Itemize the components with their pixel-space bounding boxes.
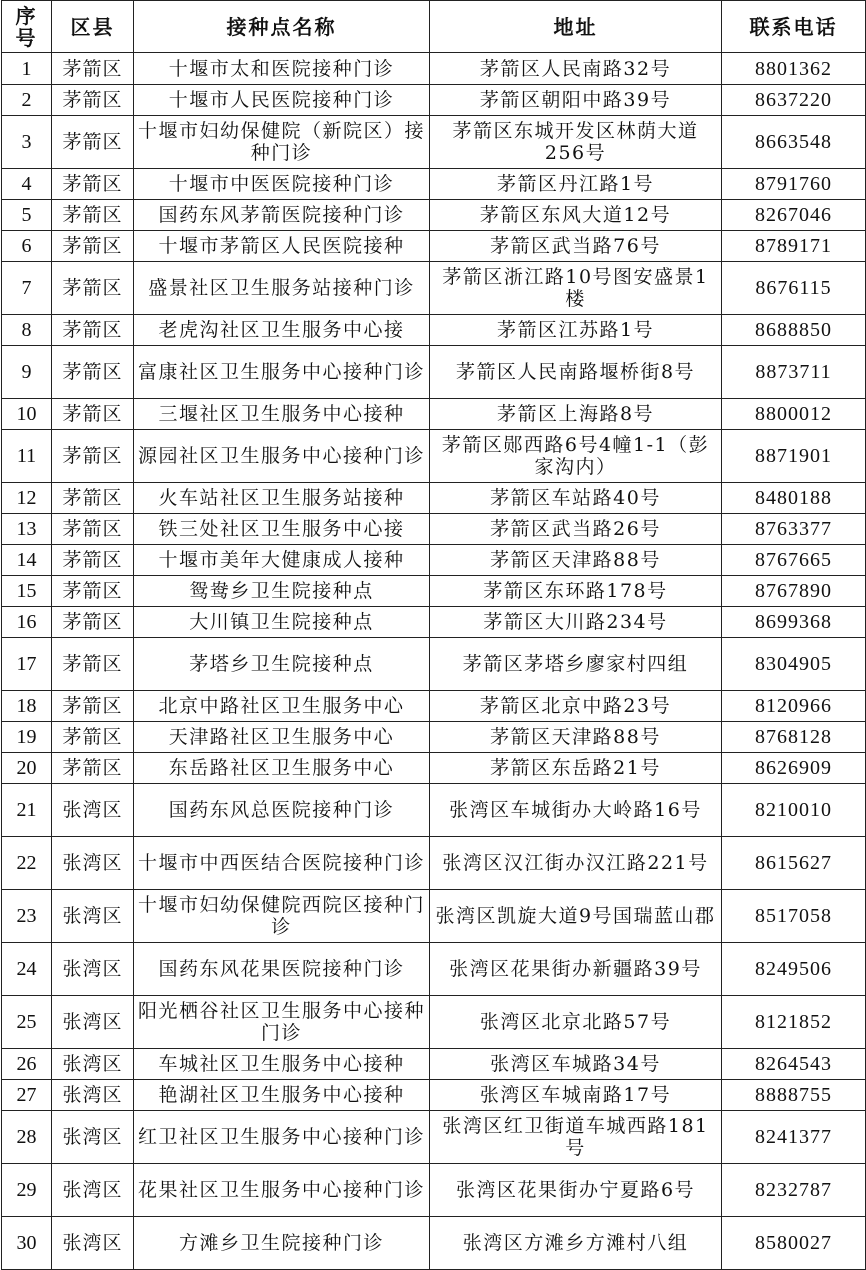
row-address: 张湾区红卫街道车城西路181号: [430, 1111, 722, 1164]
table-row: [2, 483, 866, 514]
row-site-name: 源园社区卫生服务中心接种门诊: [134, 430, 430, 483]
row-district: 茅箭区: [52, 85, 134, 116]
row-no: 16: [2, 607, 52, 638]
row-site-name: 红卫社区卫生服务中心接种门诊: [134, 1111, 430, 1164]
row-site-name: 车城社区卫生服务中心接种: [134, 1049, 430, 1080]
table-row: [2, 53, 866, 85]
row-site-name: 十堰市妇幼保健院（新院区）接种门诊: [134, 116, 430, 169]
row-site-name: 东岳路社区卫生服务中心: [134, 753, 430, 784]
row-address: 茅箭区天津路88号: [430, 722, 722, 753]
row-phone: 8121852: [722, 996, 866, 1049]
row-address: 茅箭区朝阳中路39号: [430, 85, 722, 116]
row-site-name: 十堰市茅箭区人民医院接种: [134, 231, 430, 262]
row-no: 13: [2, 514, 52, 545]
row-district: 张湾区: [52, 784, 134, 837]
row-address: 茅箭区东风大道12号: [430, 200, 722, 231]
row-no: 29: [2, 1164, 52, 1217]
row-district: 茅箭区: [52, 545, 134, 576]
row-phone: 8676115: [722, 262, 866, 315]
row-site-name: 盛景社区卫生服务站接种门诊: [134, 262, 430, 315]
row-no: 5: [2, 200, 52, 231]
table-row: [2, 890, 866, 943]
table-row: [2, 231, 866, 262]
header-no-line-1: 序: [15, 3, 38, 28]
row-no: 9: [2, 346, 52, 399]
row-no: 25: [2, 996, 52, 1049]
row-address: 茅箭区上海路8号: [430, 399, 722, 430]
row-address: 张湾区凯旋大道9号国瑞蓝山郡: [430, 890, 722, 943]
row-no: 17: [2, 638, 52, 691]
vaccination-sites-table: [1, 0, 866, 1270]
row-phone: 8615627: [722, 837, 866, 890]
row-phone: 8663548: [722, 116, 866, 169]
row-phone: 8480188: [722, 483, 866, 514]
row-phone: 8267046: [722, 200, 866, 231]
row-address: 张湾区方滩乡方滩村八组: [430, 1217, 722, 1270]
row-district: 张湾区: [52, 837, 134, 890]
row-no: 12: [2, 483, 52, 514]
table-row: [2, 85, 866, 116]
row-district: 张湾区: [52, 1217, 134, 1270]
table-row: [2, 1111, 866, 1164]
row-site-name: 茅塔乡卫生院接种点: [134, 638, 430, 691]
header-no: [2, 1, 52, 53]
row-address: 张湾区车城南路17号: [430, 1080, 722, 1111]
table-row: [2, 753, 866, 784]
row-phone: 8767665: [722, 545, 866, 576]
row-district: 茅箭区: [52, 483, 134, 514]
row-district: 张湾区: [52, 943, 134, 996]
row-no: 19: [2, 722, 52, 753]
row-address: 茅箭区武当路26号: [430, 514, 722, 545]
row-site-name: 艳湖社区卫生服务中心接种: [134, 1080, 430, 1111]
row-address: 茅箭区东城开发区林荫大道256号: [430, 116, 722, 169]
row-phone: 8517058: [722, 890, 866, 943]
row-no: 4: [2, 169, 52, 200]
row-address: 茅箭区人民南路32号: [430, 53, 722, 85]
row-phone: 8264543: [722, 1049, 866, 1080]
row-no: 3: [2, 116, 52, 169]
row-site-name: 十堰市中医医院接种门诊: [134, 169, 430, 200]
table-row: [2, 200, 866, 231]
table-row: [2, 116, 866, 169]
table-row: [2, 1049, 866, 1080]
row-no: 7: [2, 262, 52, 315]
row-site-name: 大川镇卫生院接种点: [134, 607, 430, 638]
row-no: 21: [2, 784, 52, 837]
row-site-name: 方滩乡卫生院接种门诊: [134, 1217, 430, 1270]
row-phone: 8637220: [722, 85, 866, 116]
row-address: 茅箭区人民南路堰桥街8号: [430, 346, 722, 399]
table-row: [2, 1217, 866, 1270]
row-district: 茅箭区: [52, 691, 134, 722]
row-address: 茅箭区东环路178号: [430, 576, 722, 607]
row-phone: 8249506: [722, 943, 866, 996]
row-district: 茅箭区: [52, 576, 134, 607]
table-row: [2, 691, 866, 722]
row-site-name: 阳光栖谷社区卫生服务中心接种门诊: [134, 996, 430, 1049]
row-address: 茅箭区茅塔乡廖家村四组: [430, 638, 722, 691]
row-no: 10: [2, 399, 52, 430]
row-no: 20: [2, 753, 52, 784]
row-address: 茅箭区郧西路6号4幢1-1（彭家沟内）: [430, 430, 722, 483]
table-row: [2, 399, 866, 430]
table-row: [2, 722, 866, 753]
table-row: [2, 169, 866, 200]
row-phone: 8873711: [722, 346, 866, 399]
row-no: 14: [2, 545, 52, 576]
row-phone: 8120966: [722, 691, 866, 722]
row-site-name: 富康社区卫生服务中心接种门诊: [134, 346, 430, 399]
row-site-name: 三堰社区卫生服务中心接种: [134, 399, 430, 430]
table-row: [2, 1164, 866, 1217]
row-phone: 8626909: [722, 753, 866, 784]
row-no: 23: [2, 890, 52, 943]
row-address: 茅箭区车站路40号: [430, 483, 722, 514]
row-address: 张湾区北京北路57号: [430, 996, 722, 1049]
row-district: 张湾区: [52, 890, 134, 943]
row-address: 茅箭区丹江路1号: [430, 169, 722, 200]
row-no: 18: [2, 691, 52, 722]
row-site-name: 国药东风花果医院接种门诊: [134, 943, 430, 996]
table-row: [2, 784, 866, 837]
row-no: 24: [2, 943, 52, 996]
row-district: 茅箭区: [52, 430, 134, 483]
row-district: 茅箭区: [52, 262, 134, 315]
row-address: 张湾区花果街办宁夏路6号: [430, 1164, 722, 1217]
row-address: 茅箭区天津路88号: [430, 545, 722, 576]
row-district: 张湾区: [52, 1049, 134, 1080]
row-district: 茅箭区: [52, 231, 134, 262]
row-site-name: 十堰市妇幼保健院西院区接种门诊: [134, 890, 430, 943]
row-site-name: 国药东风总医院接种门诊: [134, 784, 430, 837]
table-row: [2, 262, 866, 315]
row-phone: 8699368: [722, 607, 866, 638]
row-phone: 8688850: [722, 315, 866, 346]
row-site-name: 花果社区卫生服务中心接种门诊: [134, 1164, 430, 1217]
row-phone: 8241377: [722, 1111, 866, 1164]
row-address: 张湾区花果街办新疆路39号: [430, 943, 722, 996]
table-row: [2, 346, 866, 399]
row-district: 茅箭区: [52, 169, 134, 200]
row-phone: 8210010: [722, 784, 866, 837]
row-site-name: 鸳鸯乡卫生院接种点: [134, 576, 430, 607]
row-address: 茅箭区江苏路1号: [430, 315, 722, 346]
row-no: 27: [2, 1080, 52, 1111]
row-site-name: 火车站社区卫生服务站接种: [134, 483, 430, 514]
header-no-line-2: 号: [15, 25, 38, 50]
row-district: 茅箭区: [52, 514, 134, 545]
row-phone: 8871901: [722, 430, 866, 483]
table-row: [2, 638, 866, 691]
row-district: 茅箭区: [52, 53, 134, 85]
row-district: 张湾区: [52, 1111, 134, 1164]
row-no: 22: [2, 837, 52, 890]
header-district: 区县: [52, 1, 134, 53]
row-no: 8: [2, 315, 52, 346]
row-district: 茅箭区: [52, 346, 134, 399]
table-row: [2, 430, 866, 483]
row-address: 茅箭区武当路76号: [430, 231, 722, 262]
table-row: [2, 607, 866, 638]
row-district: 茅箭区: [52, 399, 134, 430]
row-district: 张湾区: [52, 1080, 134, 1111]
row-site-name: 北京中路社区卫生服务中心: [134, 691, 430, 722]
row-phone: 8789171: [722, 231, 866, 262]
row-address: 茅箭区东岳路21号: [430, 753, 722, 784]
row-no: 11: [2, 430, 52, 483]
row-district: 茅箭区: [52, 753, 134, 784]
row-address: 张湾区车城街办大岭路16号: [430, 784, 722, 837]
table-row: [2, 576, 866, 607]
row-phone: 8304905: [722, 638, 866, 691]
table-row: [2, 514, 866, 545]
row-address: 茅箭区北京中路23号: [430, 691, 722, 722]
row-address: 张湾区汉江街办汉江路221号: [430, 837, 722, 890]
row-district: 茅箭区: [52, 116, 134, 169]
row-address: 茅箭区大川路234号: [430, 607, 722, 638]
row-no: 30: [2, 1217, 52, 1270]
row-site-name: 天津路社区卫生服务中心: [134, 722, 430, 753]
row-no: 6: [2, 231, 52, 262]
row-phone: 8801362: [722, 53, 866, 85]
row-no: 15: [2, 576, 52, 607]
table-row: [2, 837, 866, 890]
row-phone: 8232787: [722, 1164, 866, 1217]
row-phone: 8580027: [722, 1217, 866, 1270]
row-phone: 8888755: [722, 1080, 866, 1111]
table-row: [2, 943, 866, 996]
row-district: 张湾区: [52, 1164, 134, 1217]
table-row: [2, 545, 866, 576]
row-no: 28: [2, 1111, 52, 1164]
row-no: 1: [2, 53, 52, 85]
row-site-name: 十堰市美年大健康成人接种: [134, 545, 430, 576]
row-site-name: 十堰市中西医结合医院接种门诊: [134, 837, 430, 890]
header-row: [2, 1, 866, 53]
row-phone: 8800012: [722, 399, 866, 430]
row-phone: 8768128: [722, 722, 866, 753]
table-row: [2, 315, 866, 346]
row-phone: 8763377: [722, 514, 866, 545]
row-site-name: 国药东风茅箭医院接种门诊: [134, 200, 430, 231]
row-site-name: 十堰市太和医院接种门诊: [134, 53, 430, 85]
row-phone: 8767890: [722, 576, 866, 607]
row-district: 茅箭区: [52, 607, 134, 638]
header-address: 地址: [430, 1, 722, 53]
table-body: [2, 53, 866, 1270]
header-site-name: 接种点名称: [134, 1, 430, 53]
row-address: 茅箭区浙江路10号图安盛景1楼: [430, 262, 722, 315]
row-address: 张湾区车城路34号: [430, 1049, 722, 1080]
row-district: 张湾区: [52, 996, 134, 1049]
row-district: 茅箭区: [52, 722, 134, 753]
table-row: [2, 1080, 866, 1111]
table-row: [2, 996, 866, 1049]
header-phone: 联系电话: [722, 1, 866, 53]
row-site-name: 十堰市人民医院接种门诊: [134, 85, 430, 116]
row-site-name: 老虎沟社区卫生服务中心接: [134, 315, 430, 346]
row-no: 26: [2, 1049, 52, 1080]
row-district: 茅箭区: [52, 315, 134, 346]
row-district: 茅箭区: [52, 638, 134, 691]
row-no: 2: [2, 85, 52, 116]
row-site-name: 铁三处社区卫生服务中心接: [134, 514, 430, 545]
row-phone: 8791760: [722, 169, 866, 200]
row-district: 茅箭区: [52, 200, 134, 231]
